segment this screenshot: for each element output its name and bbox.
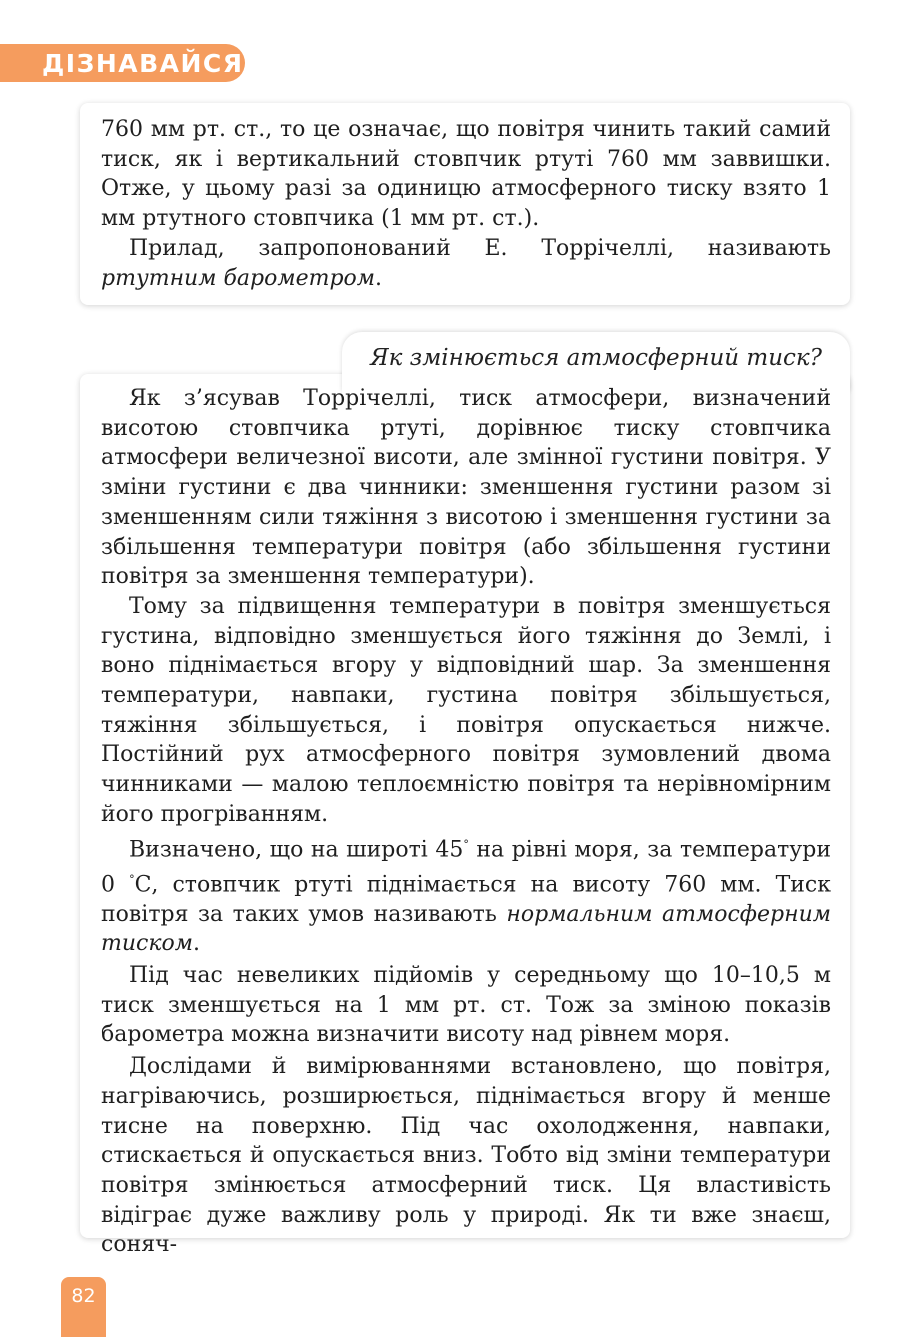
term-mercury-barometer: ртутним барометром bbox=[101, 265, 376, 291]
paragraph: Як з’ясував Торрічеллі, тиск атмосфери, визначений висотою стовпчика ртуті, дорівнює тиску стовпчика атмосфери величезної висоти, але змінної густини повітря. У зміни густини є два чинники: зменшення густини разом зі зменшенням сили тяжіння з висотою і зменшення густини за збільшення температури повітря (або збільшення густини повітря за зменшення температури). bbox=[101, 386, 831, 590]
section-banner-label: ДІЗНАВАЙСЯ bbox=[42, 49, 244, 78]
paragraph bbox=[101, 830, 831, 959]
paragraph: Дослідами й вимірюваннями встановлено, що повітря, нагріваючись, розширюється, піднімається вгору й менше тисне на поверхню. Під час охолодження, навпаки, стискається й опускається вниз. Тобто від зміни температури повітря змінюється атмосферний тиск. Ця властивість відіграє дуже важливу роль у природі. Як ти вже знаєш, соняч- bbox=[101, 1054, 831, 1258]
degree-sign: ° bbox=[129, 872, 135, 886]
text-box-2-content bbox=[101, 384, 831, 1260]
paragraph-text: Визначено, що на широті 45 bbox=[129, 836, 464, 862]
term-normal-pressure: нормальним атмосферним тиском bbox=[101, 901, 831, 957]
page-number: 82 bbox=[71, 1285, 96, 1307]
section-banner bbox=[0, 44, 245, 82]
page-number-badge bbox=[61, 1277, 106, 1337]
paragraph: Під час невеликих підйомів у середньому що 10–10,5 м тиск зменшується на 1 мм рт. ст. Тож за зміною показів барометра можна визначити висоту над рівнем моря. bbox=[101, 963, 831, 1048]
paragraph-end: . bbox=[192, 931, 200, 957]
paragraph-text: на рівні моря, за температури 0 bbox=[101, 836, 831, 897]
paragraph-text: С, стовпчик ртуті піднімається на висоту 760 мм. Тиск повітря за таких умов називають bbox=[101, 871, 831, 927]
paragraph-text: Прилад, запропонований Е. Торрічеллі, називають bbox=[129, 235, 831, 261]
topic-title: Як змінюється атмосферний тиск? bbox=[370, 345, 822, 371]
paragraph-end: . bbox=[375, 265, 383, 291]
text-box-1-content bbox=[101, 115, 831, 293]
degree-sign: ° bbox=[463, 837, 469, 851]
paragraph: 760 мм рт. ст., то це означає, що повітря чинить такий самий тиск, як і вертикальний стовпчик ртуті 760 мм заввишки. Отже, у цьому разі за одиницю атмосферного тиску взято 1 мм ртутного стовпчика (1 мм рт. ст.). bbox=[101, 117, 831, 232]
paragraph bbox=[101, 234, 831, 293]
paragraph: Тому за підвищення температури в повітря зменшується густина, відповідно зменшується його тяжіння до Землі, і воно піднімається вгору у відповідний шар. За зменшення температури, навпаки, густина повітря збільшується, тяжіння збільшується, і повітря опускається нижче. Постійний рух атмосферного повітря зумовлений двома чинниками — малою теплоємністю повітря та нерівномірним його прогріванням. bbox=[101, 593, 831, 827]
